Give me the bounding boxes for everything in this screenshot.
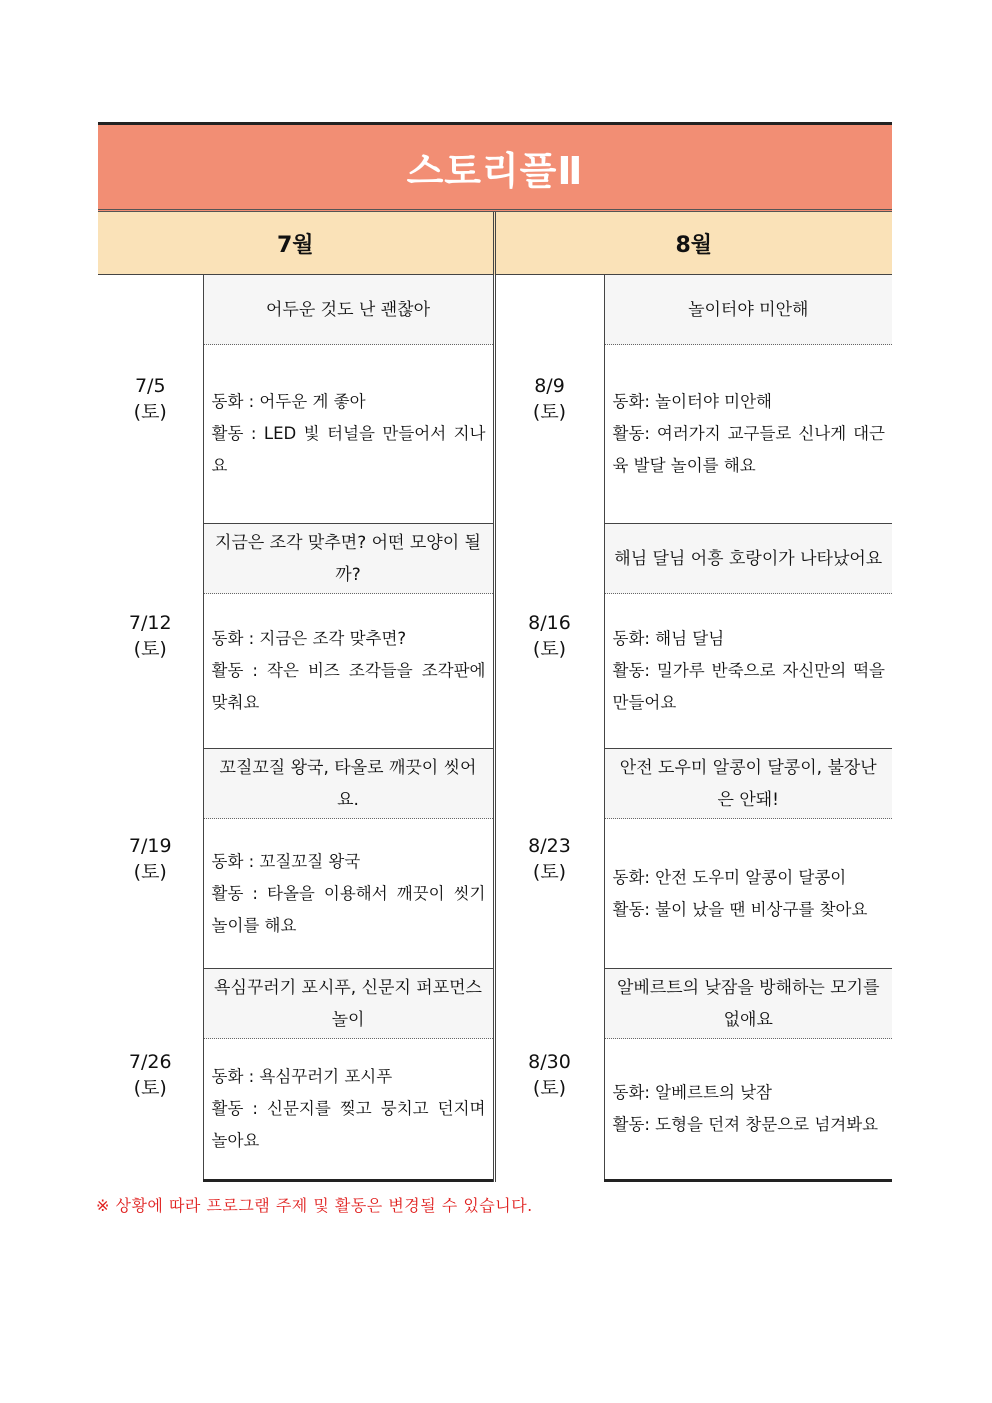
detail-cell — [203, 819, 494, 969]
date: 7/26 — [128, 1050, 172, 1073]
activity-line: 활동 : LED 빛 터널을 만들어서 지나요 — [211, 424, 486, 475]
theme-cell: 어두운 것도 난 괜찮아 — [203, 275, 494, 345]
story-line: 동화 : 어두운 게 좋아 — [211, 392, 366, 411]
date-cell — [98, 969, 203, 1181]
date: 8/16 — [528, 612, 571, 634]
date: 8/9 — [534, 375, 565, 398]
story-line: 동화: 알베르트의 낮잠 — [612, 1083, 772, 1102]
story-line: 동화: 놀이터야 미안해 — [612, 392, 772, 411]
weekday: (토) — [532, 638, 567, 660]
weekday: (토) — [532, 860, 567, 883]
detail-cell — [203, 594, 494, 749]
theme-cell: 안전 도우미 알콩이 달콩이, 불장난은 안돼! — [604, 749, 892, 819]
activity-line: 활동: 여러가지 교구들로 신나게 대근육 발달 놀이를 해요 — [612, 424, 885, 475]
weekday: (토) — [133, 860, 167, 883]
activity-line: 활동: 밀가루 반죽으로 자신만의 떡을 만들어요 — [612, 661, 885, 712]
weekday: (토) — [133, 401, 167, 424]
detail-cell — [604, 819, 892, 969]
theme-cell: 해님 달님 어흥 호랑이가 나타났어요 — [604, 524, 892, 594]
date: 7/12 — [128, 612, 172, 634]
date: 7/19 — [128, 834, 172, 857]
weekday: (토) — [133, 638, 167, 660]
weekday: (토) — [532, 401, 567, 424]
activity-line: 활동 : 타올을 이용해서 깨끗이 씻기 놀이를 해요 — [211, 883, 486, 935]
activity-line: 활동 : 신문지를 찢고 뭉치고 던지며 놀아요 — [211, 1099, 486, 1150]
date-cell — [98, 524, 203, 749]
story-line: 동화 : 지금은 조각 맞추면? — [211, 629, 407, 648]
date-cell — [98, 275, 203, 524]
weekday: (토) — [532, 1076, 567, 1099]
table-title: 스토리플Ⅱ — [98, 124, 892, 211]
theme-cell: 욕심꾸러기 포시푸, 신문지 퍼포먼스 놀이 — [203, 969, 494, 1039]
story-line: 동화: 안전 도우미 알콩이 달콩이 — [612, 867, 847, 887]
footnote: ※ 상황에 따라 프로그램 주제 및 활동은 변경될 수 있습니다. — [96, 1196, 533, 1215]
date-cell — [494, 275, 604, 524]
date-cell — [494, 749, 604, 969]
theme-cell: 지금은 조각 맞추면? 어떤 모양이 될까? — [203, 524, 494, 594]
detail-cell — [203, 345, 494, 524]
story-line: 동화: 해님 달님 — [612, 629, 725, 648]
date: 7/5 — [134, 375, 166, 398]
detail-cell — [604, 594, 892, 749]
activity-line: 활동: 불이 났을 땐 비상구를 찾아요 — [612, 899, 868, 919]
weekday: (토) — [133, 1076, 167, 1099]
theme-cell: 놀이터야 미안해 — [604, 275, 892, 345]
date: 8/23 — [528, 834, 571, 857]
month-header-july: 7월 — [98, 211, 494, 275]
month-header-august: 8월 — [494, 211, 892, 275]
detail-cell — [604, 1039, 892, 1181]
theme-cell: 알베르트의 낮잠을 방해하는 모기를 없애요 — [604, 969, 892, 1039]
date-cell — [494, 969, 604, 1181]
story-line: 동화 : 꼬질꼬질 왕국 — [211, 851, 361, 871]
story-line: 동화 : 욕심꾸러기 포시푸 — [211, 1067, 393, 1086]
activity-line: 활동 : 작은 비즈 조각들을 조각판에 맞춰요 — [211, 661, 486, 712]
schedule-table — [98, 122, 892, 1182]
date-cell — [98, 749, 203, 969]
activity-line: 활동: 도형을 던져 창문으로 넘겨봐요 — [612, 1115, 879, 1134]
date-cell — [494, 524, 604, 749]
detail-cell — [604, 345, 892, 524]
detail-cell — [203, 1039, 494, 1181]
date: 8/30 — [528, 1050, 571, 1073]
theme-cell: 꼬질꼬질 왕국, 타올로 깨끗이 씻어요. — [203, 749, 494, 819]
